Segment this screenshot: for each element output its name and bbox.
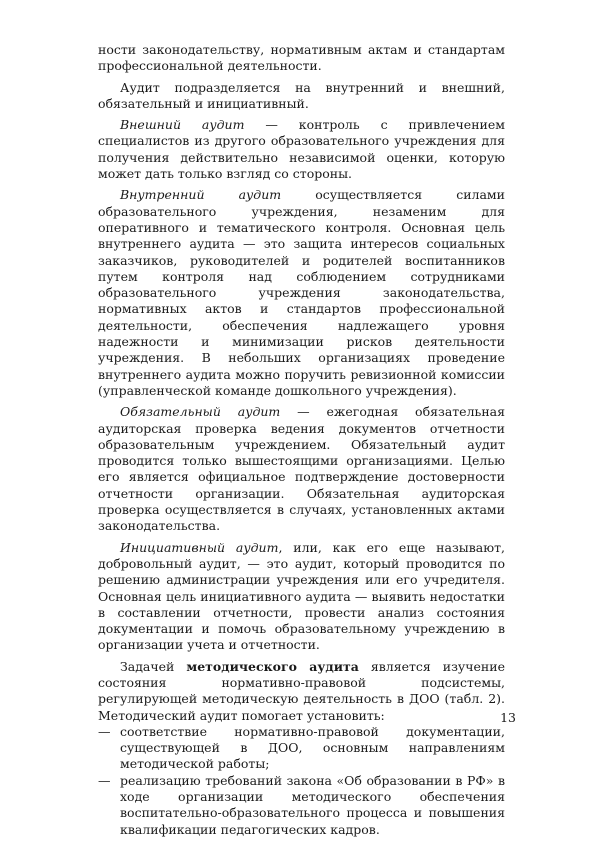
term-mandatory-audit: Обязательный аудит bbox=[120, 404, 281, 420]
dash-marker: — bbox=[98, 723, 111, 739]
paragraph-text: ности законодательству, нормативным актам и стандартам профессиональной деятельности. bbox=[98, 42, 505, 74]
paragraph-external-audit bbox=[98, 117, 505, 182]
paragraph-text: — ежегодная обязательная аудиторская проверка ведения документов отчетности образовательным учреждением. Обязательный аудит проводится только вышестоящими организациями. Целью его является официальное подтверждение достоверности отчетности организации. Обязательная аудиторская проверка осуществляется в случаях, установленных актами законодательства. bbox=[98, 404, 505, 534]
term-methodical-audit: методического аудита bbox=[186, 658, 359, 674]
term-initiative-audit: Инициативный аудит bbox=[120, 539, 279, 555]
list-item bbox=[98, 773, 505, 838]
page-number: 13 bbox=[500, 710, 516, 725]
paragraph-text: Задачей bbox=[120, 658, 187, 674]
paragraph-internal-audit bbox=[98, 187, 505, 399]
paragraph-text: осуществляется силами образовательного учреждения, незаменим для оперативного и тематического контроля. Основная цель внутреннего аудита — это защита интересов социальных заказчиков, руководителей и родителей воспитанников путем контроля над соблюдением сотрудниками образовательного учреждения законодательства, нормативных актов и стандартов профессиональной деятельности, обеспечения надлежащего уровня надежности и минимизации рисков деятельности учреждения. В небольших организациях проведение внутреннего аудита можно поручить ревизионной комиссии (управленческой команде дошкольного учреждения). bbox=[98, 187, 505, 398]
paragraph-methodical-audit bbox=[98, 659, 505, 724]
paragraph-text: Аудит подразделяется на внутренний и внешний, обязательный и инициативный. bbox=[98, 79, 505, 111]
list-item-text: реализацию требований закона «Об образовании в РФ» в ходе организации методического обеспечения воспитательно-образовательного процесса и повышения квалификации педагогических кадров. bbox=[120, 772, 505, 837]
list-item bbox=[98, 724, 505, 773]
list-item-text: соответствие нормативно-правовой документации, существующей в ДОО, основным направлениям методической работы; bbox=[120, 723, 505, 772]
term-external-audit: Внешний аудит bbox=[120, 117, 245, 133]
paragraph-text: является изучение состояния нормативно-правовой подсистемы, регулирующей методическую деятельность в ДОО (табл. 2). Методический аудит помогает установить: bbox=[98, 658, 505, 723]
paragraph-audit-types bbox=[98, 80, 505, 113]
bullet-list bbox=[98, 724, 505, 838]
body-text bbox=[98, 42, 505, 843]
paragraph-text: , или, как его еще называют, добровольный аудит, — это аудит, который проводится по решению администрации учреждения или его учредителя. Основная цель инициативного аудита — выявить недостатки в составлении отчетности, провести анализ состояния документации и помочь образовательному учреждению в организации учета и отчетности. bbox=[98, 539, 505, 653]
dash-marker: — bbox=[98, 772, 111, 788]
paragraph-initiative-audit bbox=[98, 540, 505, 654]
paragraph-continuation bbox=[98, 42, 505, 75]
term-internal-audit: Внутренний аудит bbox=[120, 187, 282, 203]
paragraph-mandatory-audit bbox=[98, 404, 505, 534]
paragraph-text: — контроль с привлечением специалистов из другого образовательного учреждения для получения действительно независимой оценки, которую может дать только взгляд со стороны. bbox=[98, 117, 505, 182]
